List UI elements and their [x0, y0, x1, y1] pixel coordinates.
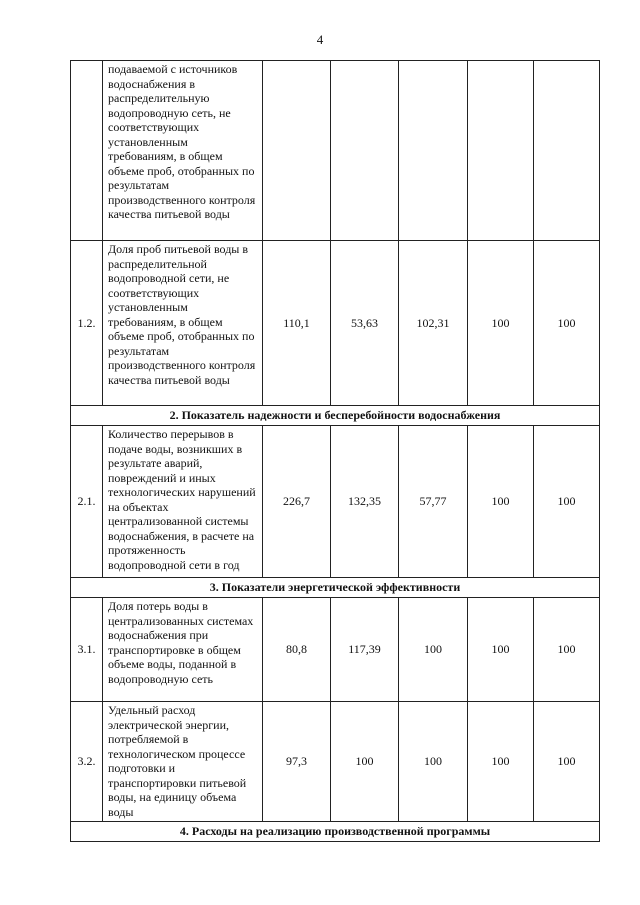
indicators-table — [70, 60, 600, 842]
value-cell: 226,7 — [263, 426, 331, 578]
table-row — [71, 426, 600, 578]
value-cell: 100 — [399, 598, 468, 702]
value-cell — [534, 61, 600, 241]
value-cell: 57,77 — [399, 426, 468, 578]
value-cell: 132,35 — [331, 426, 399, 578]
row-description: Удельный расход электрической энергии, потребляемой в технологическом процессе подготовки и транспортировки питьевой воды, на единицу объема воды — [103, 702, 263, 822]
value-cell: 100 — [534, 241, 600, 406]
table-row — [71, 241, 600, 406]
row-description: Количество перерывов в подаче воды, возникших в результате аварий, повреждений и иных технологических нарушений на объектах централизованной системы водоснабжения, в расчете на протяженность водопроводной сети в год — [103, 426, 263, 578]
value-cell: 100 — [534, 598, 600, 702]
value-cell: 100 — [468, 702, 534, 822]
value-cell — [263, 61, 331, 241]
value-cell: 102,31 — [399, 241, 468, 406]
section-header-row — [71, 406, 600, 426]
row-number: 1.2. — [71, 241, 103, 406]
value-cell: 97,3 — [263, 702, 331, 822]
value-cell: 100 — [534, 702, 600, 822]
value-cell: 100 — [468, 241, 534, 406]
value-cell: 110,1 — [263, 241, 331, 406]
table-row — [71, 598, 600, 702]
value-cell: 117,39 — [331, 598, 399, 702]
value-cell — [399, 61, 468, 241]
section-header-row — [71, 822, 600, 842]
section-header-row — [71, 578, 600, 598]
row-description: подаваемой с источников водоснабжения в распределительную водопроводную сеть, не соответствующих установленным требованиям, в общем объеме проб, отобранных по результатам производственного контроля качества питьевой воды — [103, 61, 263, 241]
value-cell: 100 — [468, 598, 534, 702]
row-number: 2.1. — [71, 426, 103, 578]
table-row — [71, 61, 600, 241]
row-description: Доля потерь воды в централизованных системах водоснабжения при транспортировке в общем объеме воды, поданной в водопроводную сеть — [103, 598, 263, 702]
value-cell — [468, 61, 534, 241]
value-cell — [331, 61, 399, 241]
value-cell: 100 — [468, 426, 534, 578]
table-row — [71, 702, 600, 822]
value-cell: 100 — [534, 426, 600, 578]
value-cell: 80,8 — [263, 598, 331, 702]
section-title: 3. Показатели энергетической эффективности — [71, 578, 600, 598]
value-cell: 100 — [399, 702, 468, 822]
page-number: 4 — [316, 32, 324, 47]
row-description: Доля проб питьевой воды в распределительной водопроводной сети, не соответствующих установленным требованиям, в общем объеме проб, отобранных по результатам производственного контроля качества питьевой воды — [103, 241, 263, 406]
row-number: 3.2. — [71, 702, 103, 822]
row-number — [71, 61, 103, 241]
value-cell: 53,63 — [331, 241, 399, 406]
value-cell: 100 — [331, 702, 399, 822]
section-title: 4. Расходы на реализацию производственной программы — [71, 822, 600, 842]
section-title: 2. Показатель надежности и бесперебойности водоснабжения — [71, 406, 600, 426]
row-number: 3.1. — [71, 598, 103, 702]
